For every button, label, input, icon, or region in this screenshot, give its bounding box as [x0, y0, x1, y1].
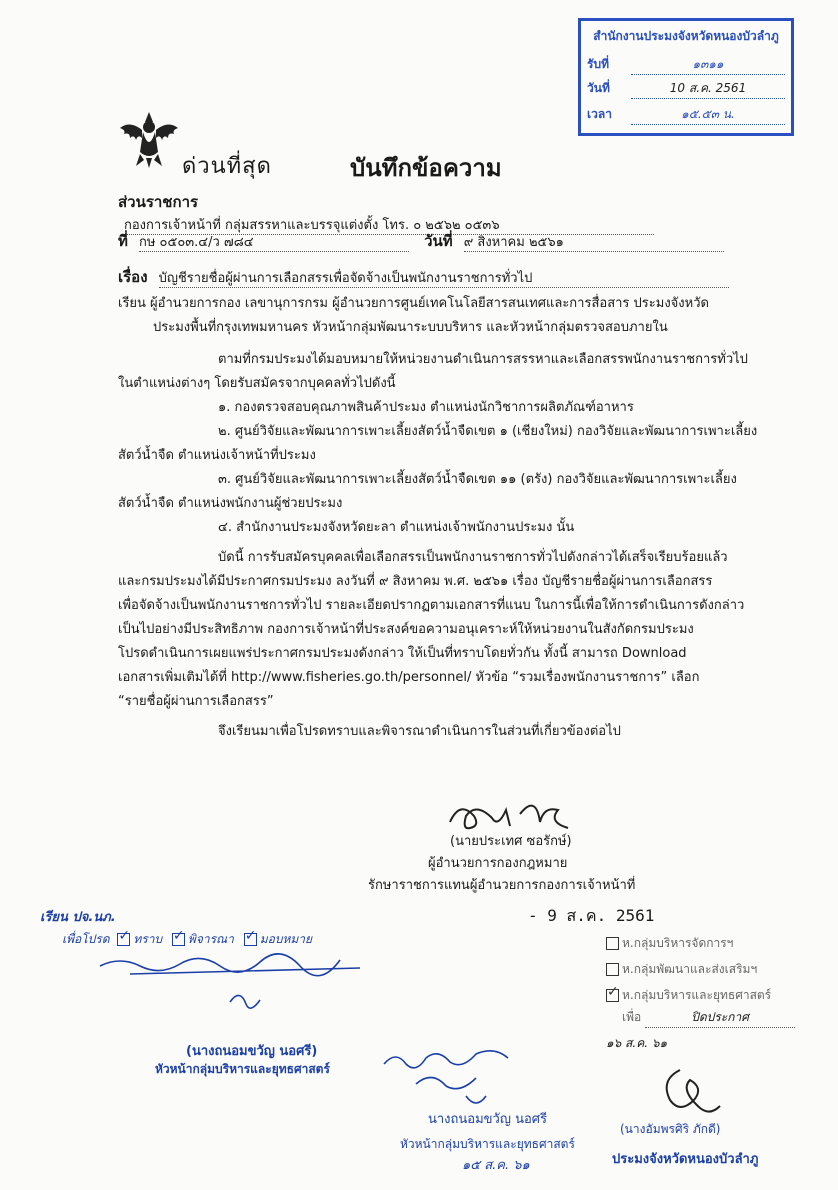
- stamp-time: ๑๕.๕๓ น.: [631, 105, 785, 125]
- list-item-2-line1: ๒. ศูนย์วิจัยและพัฒนาการเพาะเลี้ยงสัตว์น้ำจืดเขต ๑ (เชียงใหม่) กองวิจัยและพัฒนาการเพาะเลี้ยง: [218, 424, 758, 439]
- right-signer-position: ประมงจังหวัดหนองบัวลำภู: [612, 1152, 759, 1167]
- list-item-3-line1: ๓. ศูนย์วิจัยและพัฒนาการเพาะเลี้ยงสัตว์น้ำจืดเขต ๑๑ (ตรัง) กองวิจัยและพัฒนาการเพาะเลี้ยง: [218, 472, 737, 487]
- checkbox-consider[interactable]: [172, 933, 185, 946]
- para1-line2: ในตำแหน่งต่างๆ โดยรับสมัครจากบุคคลทั่วไปดังนี้: [118, 376, 396, 391]
- left-handwriting-icon: [90, 952, 410, 1022]
- ref-label: ที่: [118, 232, 128, 250]
- opt-assign: มอบหมาย: [259, 932, 313, 946]
- para2-line6: เอกสารเพิ่มเติมได้ที่ http://www.fisheries.go.th/personnel/ หัวข้อ “รวมเรื่องพนักงานราชการ” เลือก: [118, 670, 700, 685]
- right-option-2: [606, 960, 757, 979]
- right-note: ปิดประกาศ: [645, 1008, 795, 1028]
- checkbox-assign[interactable]: [244, 933, 257, 946]
- garuda-emblem-icon: [118, 108, 180, 170]
- signer-position-2: รักษาราชการแทนผู้อำนวยการกองการเจ้าหน้าที่: [368, 878, 636, 893]
- main-signature-icon: [440, 792, 580, 840]
- list-item-1: ๑. กองตรวจสอบคุณภาพสินค้าประมง ตำแหน่งนักวิชาการผลิตภัณฑ์อาหาร: [218, 400, 634, 415]
- right-signer-name: (นางอัมพรศิริ ภักดี): [620, 1122, 721, 1136]
- right-opt2-label: ห.กลุ่มพัฒนาและส่งเสริมฯ: [622, 962, 758, 976]
- right-opt3-label: ห.กลุ่มบริหารและยุทธศาสตร์: [622, 988, 772, 1002]
- main-date-stamp: - 9 ส.ค. 2561: [528, 906, 655, 925]
- checkbox-acknowledge[interactable]: [117, 933, 130, 946]
- closing-line: จึงเรียนมาเพื่อโปรดทราบและพิจารณาดำเนินการในส่วนที่เกี่ยวข้องต่อไป: [218, 724, 621, 739]
- ref-line: [118, 229, 738, 253]
- right-note-label: เพื่อ: [622, 1010, 642, 1024]
- center-signature-icon: [376, 1040, 546, 1120]
- stamp-office: สำนักงานประมงจังหวัดหนองบัวลำภู: [593, 29, 779, 43]
- memo-title: บันทึกข้อความ: [350, 154, 502, 182]
- right-signature-icon: [650, 1060, 730, 1120]
- stamp-time-label: เวลา: [587, 107, 612, 121]
- stamp-receive-no: ๑๓๑๑: [631, 55, 785, 75]
- opt-consider: พิจารณา: [187, 932, 234, 946]
- para2-line5: โปรดดำเนินการเผยแพร่ประกาศกรมประมงดังกล่าว ให้เป็นที่ทราบโดยทั่วกัน ทั้งนี้ สามารถ Download: [118, 646, 687, 661]
- checkbox-development[interactable]: [606, 963, 619, 976]
- dept-label: ส่วนราชการ: [118, 193, 199, 211]
- date-value: ๙ สิงหาคม ๒๕๖๑: [464, 235, 724, 252]
- signer-position-1: ผู้อำนวยการกองกฎหมาย: [428, 856, 568, 871]
- ref-value: กษ ๐๕๐๓.๔/ว ๗๘๔: [139, 235, 409, 252]
- stamp-time-row: [587, 105, 785, 125]
- receipt-stamp: [578, 18, 794, 136]
- date-label: วันที่: [424, 232, 453, 250]
- para2-line1: บัดนี้ การรับสมัครบุคคลเพื่อเลือกสรรเป็นพนักงานราชการทั่วไปดังกล่าวได้เสร็จเรียบร้อยแล้ว: [218, 550, 728, 565]
- checkbox-management[interactable]: [606, 937, 619, 950]
- stamp-date-row: [587, 79, 785, 99]
- list-item-3-line2: สัตว์น้ำจืด ตำแหน่งพนักงานผู้ช่วยประมง: [118, 496, 343, 511]
- center-signer-position: หัวหน้ากลุ่มบริหารและยุทธศาสตร์: [400, 1137, 575, 1151]
- para1-line1: ตามที่กรมประมงได้มอบหมายให้หน่วยงานดำเนินการสรรหาและเลือกสรรพนักงานราชการทั่วไป: [218, 352, 748, 367]
- dept-value: กองการเจ้าหน้าที่ กลุ่มสรรหาและบรรจุแต่งตั้ง โทร. ๐ ๒๕๖๒ ๐๕๓๖: [124, 218, 654, 235]
- left-signer-position: หัวหน้ากลุ่มบริหารและยุทธศาสตร์: [155, 1062, 330, 1076]
- purpose-label: เพื่อโปรด: [62, 932, 110, 946]
- opt-acknowledge: ทราบ: [133, 932, 163, 946]
- stamp-receive-row: [587, 55, 785, 75]
- para2-line2: และกรมประมงได้มีประกาศกรมประมง ลงวันที่ ๙ สิงหาคม พ.ศ. ๒๕๖๑ เรื่อง บัญชีรายชื่อผู้ผ่านการเลือกสรร: [118, 574, 713, 589]
- left-signer-name: (นางถนอมขวัญ นอศรี): [186, 1044, 318, 1059]
- stamp-receive-label: รับที่: [587, 57, 609, 71]
- list-item-2-line2: สัตว์น้ำจืด ตำแหน่งเจ้าหน้าที่ประมง: [118, 448, 316, 463]
- subject-value: บัญชีรายชื่อผู้ผ่านการเลือกสรรเพื่อจัดจ้างเป็นพนักงานราชการทั่วไป: [159, 271, 729, 288]
- right-option-3: [606, 986, 771, 1005]
- to-line-1: เรียน ผู้อำนวยการกอง เลขานุการกรม ผู้อำนวยการศูนย์เทคโนโลยีสารสนเทศและการสื่อสาร ประมงจังหวัด: [118, 296, 709, 311]
- right-note-line: [622, 1008, 812, 1028]
- list-item-4: ๔. สำนักงานประมงจังหวัดยะลา ตำแหน่งเจ้าพนักงานประมง นั้น: [218, 520, 575, 535]
- subject-label: เรื่อง: [118, 268, 148, 286]
- route-to: เรียน ปจ.นภ.: [40, 910, 116, 925]
- right-opt1-label: ห.กลุ่มบริหารจัดการฯ: [622, 936, 734, 950]
- para2-line4: เป็นไปอย่างมีประสิทธิภาพ กองการเจ้าหน้าที่ประสงค์ขอความอนุเคราะห์ให้หน่วยงานในสังกัดกรมประมง: [118, 622, 694, 637]
- center-signer-date: ๑๕ ส.ค. ๖๑: [462, 1158, 530, 1173]
- stamp-date-label: วันที่: [587, 81, 610, 95]
- signer-name: (นายประเทศ ซอรักษ์): [450, 834, 572, 849]
- para2-line3: เพื่อจัดจ้างเป็นพนักงานราชการทั่วไป รายละเอียดปรากฏตามเอกสารที่แนบ ในการนี้เพื่อให้การดำเนินการดังกล่าว: [118, 598, 745, 613]
- urgency-label: ด่วนที่สุด: [182, 154, 272, 179]
- para2-line7: “รายชื่อผู้ผ่านการเลือกสรร”: [118, 694, 274, 709]
- checkbox-strategy[interactable]: [606, 989, 619, 1002]
- stamp-date: 10 ส.ค. 2561: [631, 79, 785, 99]
- route-options: [62, 930, 312, 949]
- to-line-2: ประมงพื้นที่กรุงเทพมหานคร หัวหน้ากลุ่มพัฒนาระบบบริหาร และหัวหน้ากลุ่มตรวจสอบภายใน: [153, 320, 668, 335]
- subject-line: [118, 265, 738, 289]
- right-note-2: ๑๖ ส.ค. ๖๑: [606, 1036, 668, 1050]
- center-signer-name: นางถนอมขวัญ นอศรี: [428, 1112, 547, 1127]
- right-option-1: [606, 934, 733, 953]
